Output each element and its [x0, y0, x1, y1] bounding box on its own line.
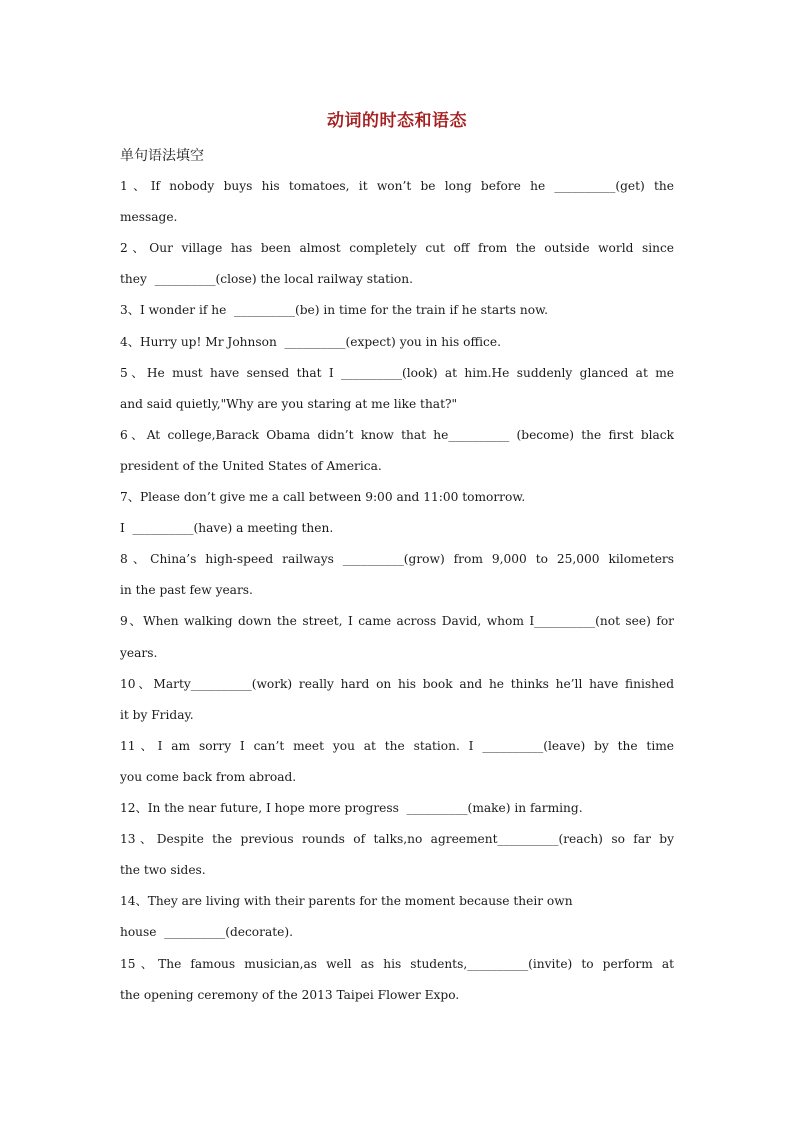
exercise-line: 14、They are living with their parents for the moment because their own — [120, 894, 573, 909]
exercise-line: they __________(close) the local railway station. — [120, 272, 413, 287]
exercise-line: and said quietly,"Why are you staring at me like that?" — [120, 396, 458, 411]
exercise-line: 7、Please don’t give me a call between 9:00 and 11:00 tomorrow. — [120, 490, 526, 504]
exercise-line: message. — [120, 210, 178, 225]
exercise-line: the two sides. — [120, 863, 206, 878]
exercise-line: 6、At college,Barack Obama didn’t know that he__________ (become) the first black — [120, 427, 674, 442]
exercise-line: years. — [120, 645, 158, 660]
exercise-line: 9、When walking down the street, I came across David, whom I__________(not see) for — [120, 614, 674, 629]
exercise-line: president of the United States of America. — [120, 458, 382, 473]
exercise-line: 10、Marty__________(work) really hard on his book and he thinks he’ll have finished — [120, 676, 674, 691]
exercise-line: 5、He must have sensed that I __________(look) at him.He suddenly glanced at me — [120, 365, 674, 380]
exercise-line: 1、If nobody buys his tomatoes, it won’t be long before he __________(get) the — [120, 179, 674, 193]
exercise-line: 12、In the near future, I hope more progress __________(make) in farming. — [120, 801, 583, 815]
exercise-line: it by Friday. — [120, 707, 194, 722]
exercise-line: 11、I am sorry I can’t meet you at the station. I __________(leave) by the time — [120, 738, 674, 753]
exercise-line: the opening ceremony of the 2013 Taipei Flower Expo. — [120, 987, 460, 1002]
section-heading: 单句语法填空 — [120, 148, 204, 164]
page-title: 动词的时态和语态 — [327, 111, 467, 131]
exercise-line: 13、Despite the previous rounds of talks,no agreement__________(reach) so far by — [120, 832, 674, 847]
exercise-line: 8、China’s high-speed railways __________(grow) from 9,000 to 25,000 kilometers — [120, 552, 674, 567]
exercise-line: house __________(decorate). — [120, 925, 293, 940]
exercise-line: 2、Our village has been almost completely cut off from the outside world since — [120, 241, 674, 256]
exercise-line: 3、I wonder if he __________(be) in time for the train if he starts now. — [120, 303, 548, 318]
document-page — [120, 0, 674, 1123]
exercise-line: 15、The famous musician,as well as his students,__________(invite) to perform at — [120, 956, 674, 971]
exercise-line: in the past few years. — [120, 583, 253, 598]
exercise-line: you come back from abroad. — [120, 769, 297, 784]
exercise-line: 4、Hurry up! Mr Johnson __________(expect) you in his office. — [120, 334, 501, 349]
exercise-line: I __________(have) a meeting then. — [120, 521, 334, 536]
